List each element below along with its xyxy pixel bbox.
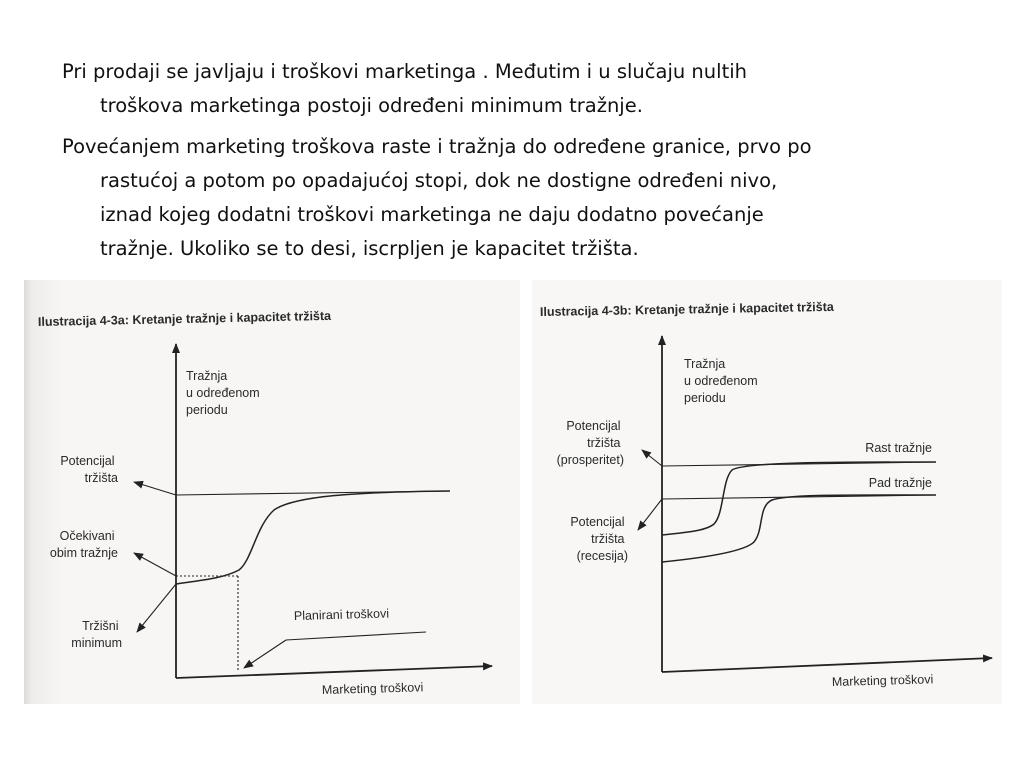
figure-a-potential-label: Potencijal tržišta (60, 454, 118, 485)
figure-b-title: Ilustracija 4-3b: Kretanje tražnje i kapacitet tržišta (539, 299, 834, 319)
figure-b-scan (532, 280, 1002, 704)
figure-a-y-axis-label: Tražnja u određenom periodu (186, 369, 260, 417)
paragraph-intro-line-2: troškova marketinga postoji određeni minimum tražnje. (100, 94, 643, 117)
figure-b-x-axis-label: Marketing troškovi (831, 672, 934, 689)
paragraph-growth-line-3: iznad kojeg dodatni troškovi marketinga ne daju dodatno povećanje (100, 203, 764, 226)
figure-a-demand-curve (176, 491, 450, 584)
paragraph-intro (62, 55, 962, 123)
paragraph-intro-line-1: Pri prodaji se javljaju i troškovi marketinga . Međutim i u slučaju nultih (62, 60, 747, 83)
figure-a-minimum-arrow (137, 584, 176, 632)
figure-b-potential-recession-label: Potencijal tržišta (recesija) (570, 515, 628, 563)
paragraph-growth-line-1: Povećanjem marketing troškova raste i tražnja do određene granice, prvo po (62, 135, 812, 158)
figure-a-scan (24, 280, 520, 704)
figure-a-title: Ilustracija 4-3a: Kretanje tražnje i kapacitet tržišta (37, 308, 332, 329)
figure-a-x-axis (176, 666, 492, 678)
figure-a-planned-underline (286, 632, 426, 640)
figure-a-planned-label: Planirani troškovi (293, 606, 390, 623)
figure-a-planned-arrow (244, 640, 286, 668)
paragraph-growth (62, 130, 962, 266)
figure-a-expected-arrow (134, 553, 176, 576)
figure-b-x-axis (662, 658, 992, 672)
paragraph-growth-line-4: tražnje. Ukoliko se to desi, iscrpljen je kapacitet tržišta. (100, 237, 639, 260)
figure-b-y-axis-label: Tražnja u određenom periodu (684, 357, 758, 405)
figure-b-diagram (532, 280, 1002, 704)
figure-a-x-axis-label: Marketing troškovi (321, 680, 424, 697)
figure-b-potential-prosperity-label: Potencijal tržišta (prosperitet) (556, 419, 624, 467)
figure-a-minimum-label: Tržišni minimum (71, 619, 122, 650)
figure-b-prosperity-arrow (642, 450, 662, 466)
figure-a-potential-arrow (134, 482, 176, 495)
figure-b-recession-arrow (638, 499, 662, 530)
figure-a-diagram (24, 280, 520, 704)
paragraph-growth-line-2: rastućoj a potom po opadajućoj stopi, dok ne dostigne određeni nivo, (100, 169, 778, 192)
figure-a-expected-label: Očekivani obim tražnje (49, 529, 118, 560)
figure-b-decline-label: Pad tražnje (868, 476, 932, 490)
figure-b-growth-label: Rast tražnje (865, 441, 932, 455)
